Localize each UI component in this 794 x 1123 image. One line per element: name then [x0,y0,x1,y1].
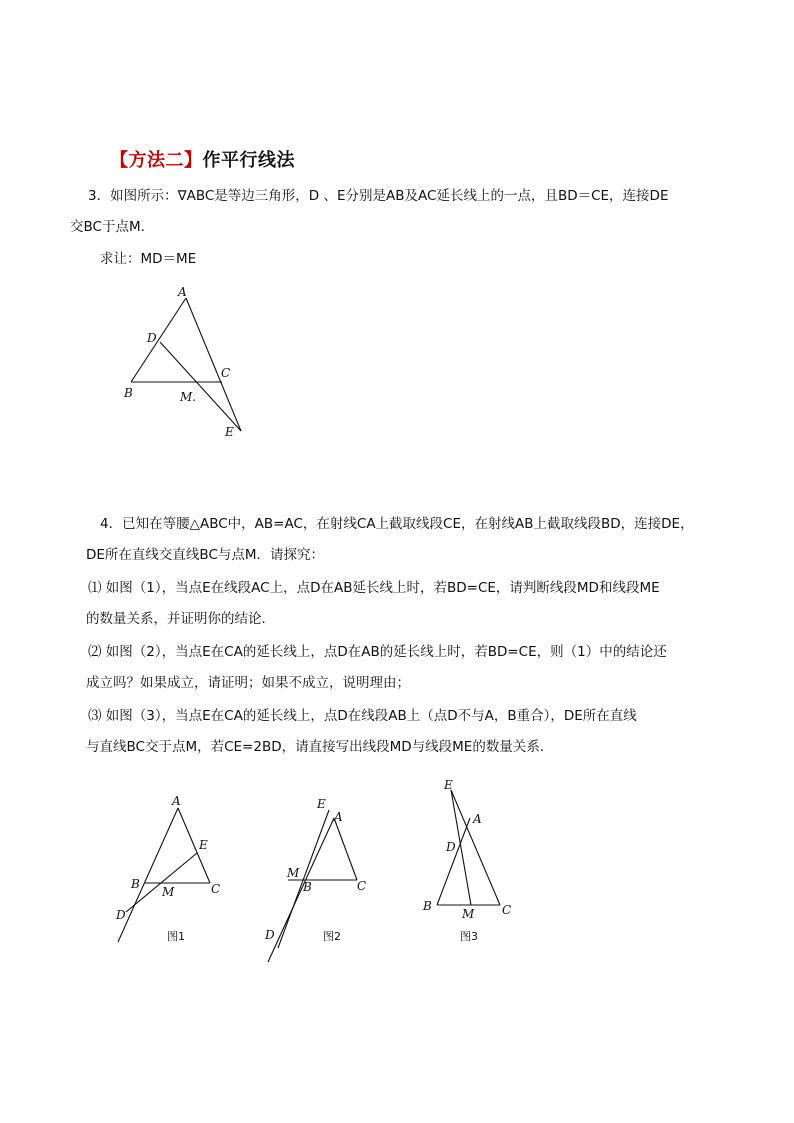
p3-label-E: E [225,425,234,439]
fig1-label-D: D [116,908,126,922]
p3-label-D: D [147,331,157,345]
fig3-label-E: E [444,778,453,792]
fig1-label-E: E [199,838,208,852]
problem4-line5: ⑵ 如图（2），当点E在CA的延长线上，点D在AB的延长线上时，若BD=CE，则（1）中的结论还 [88,644,667,660]
fig1-label-C: C [211,882,221,896]
problem3-line1: 3．如图所示：∇ABC是等边三角形，D 、E分别是AB及AC延长线上的一点，且BD＝CE，连接DE [88,188,669,204]
problem4-line2: DE所在直线交直线BC与点M．请探究： [86,547,325,563]
problem4-line7: ⑶ 如图（3），当点E在CA的延长线上，点D在线段AB上（点D不与A，B重合），DE所在直线 [88,708,637,724]
problem4-line4: 的数量关系，并证明你的结论． [86,611,275,627]
fig2-label-B: B [303,880,312,894]
p3-label-A: A [178,285,187,299]
fig3-label-D: D [446,840,456,854]
fig2-label-D: D [265,928,275,942]
problem4-line6: 成立吗？如果成立，请证明；如果不成立，说明理由； [86,675,410,691]
fig3-label-B: B [423,899,432,913]
fig1-label-B: B [131,877,140,891]
fig2-label-A: A [334,810,343,824]
fig1-label-A: A [172,794,181,808]
p3-label-B: B [124,386,133,400]
fig2-caption: 图2 [323,930,341,943]
problem4-line1: 4．已知在等腰△ABC中，AB=AC，在射线CA上截取线段CE，在射线AB上截取线段BD，连接DE， [100,516,694,532]
fig3-segment-AB [437,818,470,905]
fig3-caption: 图3 [460,930,478,943]
p3-label-M: M. [180,390,197,404]
fig1-label-M: M [162,885,175,899]
section-title: 作平行线法 [202,150,295,171]
fig2-label-C: C [357,879,367,893]
section-bracket-label: 【方法二】 [110,150,203,171]
fig3-label-C: C [502,903,512,917]
problem3-line2: 交BC于点M． [70,219,155,235]
fig2-label-E: E [317,797,326,811]
problem4-line8: 与直线BC交于点M，若CE=2BD，请直接写出线段MD与线段ME的数量关系． [86,739,554,755]
p3-label-C: C [221,366,231,380]
problem3-line3: 求让：MD＝ME [100,251,197,267]
problem4-line3: ⑴ 如图（1），当点E在线段AC上，点D在AB延长线上时，若BD=CE，请判断线段MD和线段ME [88,580,660,596]
fig3-label-M: M [462,907,475,921]
fig1-caption: 图1 [167,930,185,943]
fig2-label-M: M [287,866,300,880]
fig3-label-A: A [473,812,482,826]
